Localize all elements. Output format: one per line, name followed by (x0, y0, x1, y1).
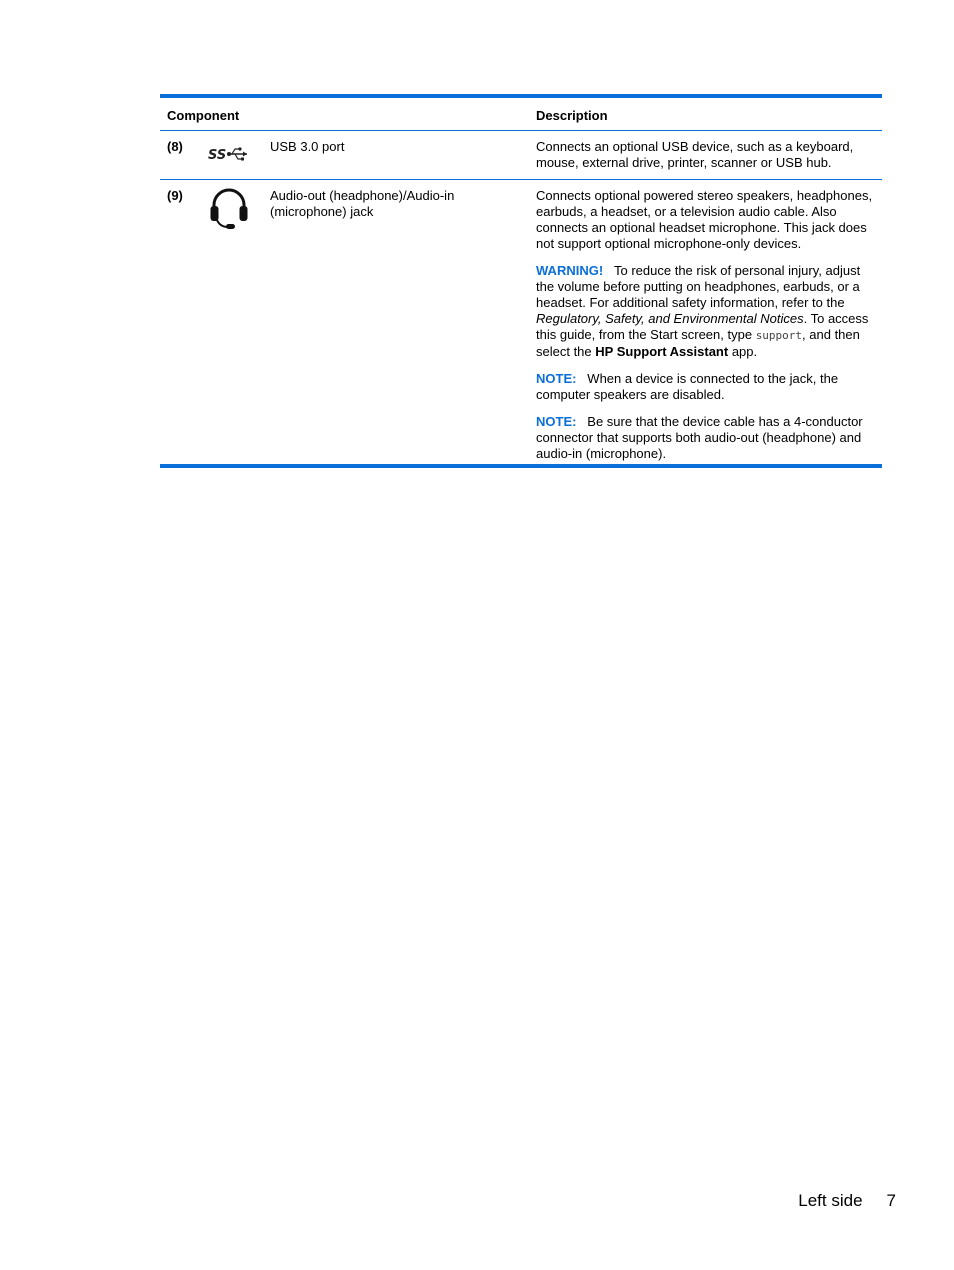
warning-block (536, 263, 876, 360)
page-footer (798, 1191, 896, 1211)
warning-command: support (755, 329, 803, 342)
note-text: When a device is connected to the jack, the computer speakers are disabled. (536, 371, 839, 402)
svg-text:SS: SS (208, 148, 227, 163)
component-description (536, 139, 876, 182)
row-number: (8) (167, 139, 183, 154)
component-name: USB 3.0 port (270, 139, 345, 154)
header-component: Component (167, 108, 240, 123)
table-row (160, 131, 882, 179)
note-text: Be sure that the device cable has a 4-conductor connector that supports both audio-out (headphone) and audio-in (microphone). (536, 414, 863, 461)
note-block (536, 414, 876, 462)
component-name: Audio-out (headphone)/Audio-in (microphone) jack (270, 188, 455, 219)
usb-superspeed-icon (208, 145, 250, 167)
description-text: Connects an optional USB device, such as a keyboard, mouse, external drive, printer, scanner or USB hub. (536, 139, 854, 170)
warning-guide-title: Regulatory, Safety, and Environmental Notices (536, 311, 804, 326)
table-header (160, 98, 882, 130)
header-description: Description (536, 108, 608, 123)
warning-label: WARNING! (536, 263, 604, 278)
description-text: Connects optional powered stereo speakers, headphones, earbuds, a headset, or a television audio cable. Also connects an optional headset microphone. This jack does not support optional microphone-only devices. (536, 188, 873, 251)
table-row (160, 180, 882, 464)
page-number: 7 (886, 1191, 896, 1210)
warning-text: . To access this guide, from the Start screen, type (536, 311, 869, 342)
row-number: (9) (167, 188, 183, 203)
note-label: NOTE: (536, 371, 577, 386)
components-table (160, 94, 882, 468)
footer-section-title: Left side (798, 1191, 863, 1210)
component-description (536, 188, 876, 473)
warning-text: To reduce the risk of personal injury, adjust the volume before putting on headphones, earbuds, or a headset. For additional safety information, refer to the (536, 263, 861, 310)
warning-text: app. (731, 344, 758, 359)
note-block (536, 371, 876, 403)
note-label: NOTE: (536, 414, 577, 429)
headset-icon (208, 187, 250, 235)
warning-app-name: HP Support Assistant (595, 344, 729, 359)
warning-text: , and then select the (536, 327, 860, 359)
